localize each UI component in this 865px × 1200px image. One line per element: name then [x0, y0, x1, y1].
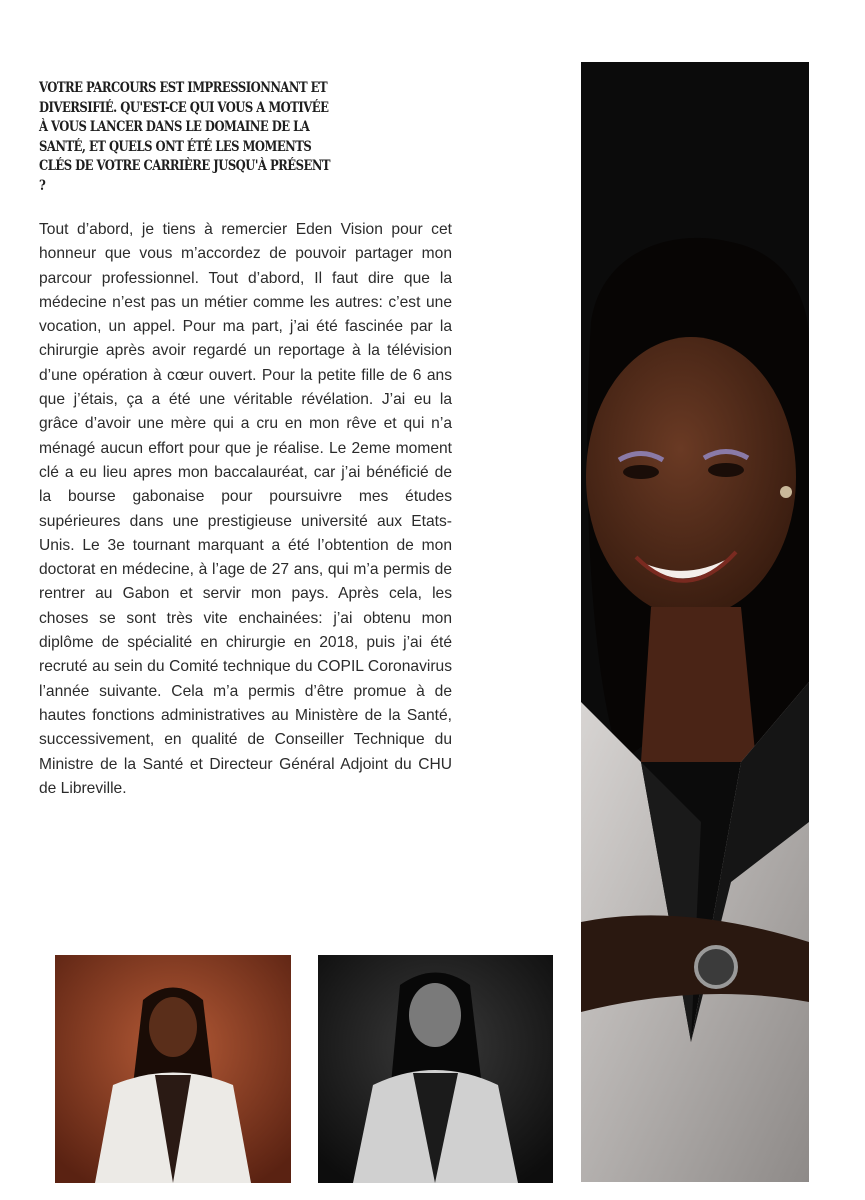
interview-question: VOTRE PARCOURS EST IMPRESSIONNANT ET DIVERSIFIÉ. QU'EST-CE QUI VOUS A MOTIVÉE À VOUS LANCER DANS LE DOMAINE DE LA SANTÉ, ET QUELS ONT ÉTÉ LES MOMENTS CLÉS DE VOTRE CARRIÈRE JUSQU'À PRÉSENT ? [39, 80, 331, 194]
interview-answer: Tout d’abord, je tiens à remercier Eden Vision pour cet honneur que vous m’accordez de pouvoir partager mon parcour professionnel. Tout d’abord, Il faut dire que la médecine n’est pas un métier comme les autres: c’est une vocation, un appel. Pour ma part, j’ai été fascinée par la chirurgie après avoir regardé un reportage à la télévision d’une opération à cœur ouvert. Pour la petite fille de 6 ans que j’étais, ça a été une véritable révélation. J’ai eu la grâce d’avoir une mère qui a cru en mon rêve et qui n’a ménagé aucun effort pour que je réalise. Le 2eme moment clé a eu lieu apres mon baccalauréat, car j’ai bénéficié de la bourse gabonaise pour poursuivre mes études supérieures dans une prestigieuse université aux Etats-Unis. Le 3e tournant marquant a été l’obtention de mon doctorat en médecine, à l’age de 27 ans, qui m’a permis de rentrer au Gabon et servir mon pays. Après cela, les choses se sont très vite enchainées: j’ai obtenu mon diplôme de spécialité en chirurgie en 2018, puis j’ai été recruté au sein du Comité technique du COPIL Coronavirus l’année suivante. Cela m’a permis d’être promue à de hautes fonctions administratives au Ministère de la Santé, successivement, en qualité de Conseiller Technique du Ministre de la Santé et Directeur Général Adjoint du CHU de Libreville. [39, 221, 452, 797]
portrait-photo-white-coat [55, 955, 291, 1183]
portrait-photo-black-white [318, 955, 553, 1183]
main-portrait-photo [581, 62, 809, 1182]
